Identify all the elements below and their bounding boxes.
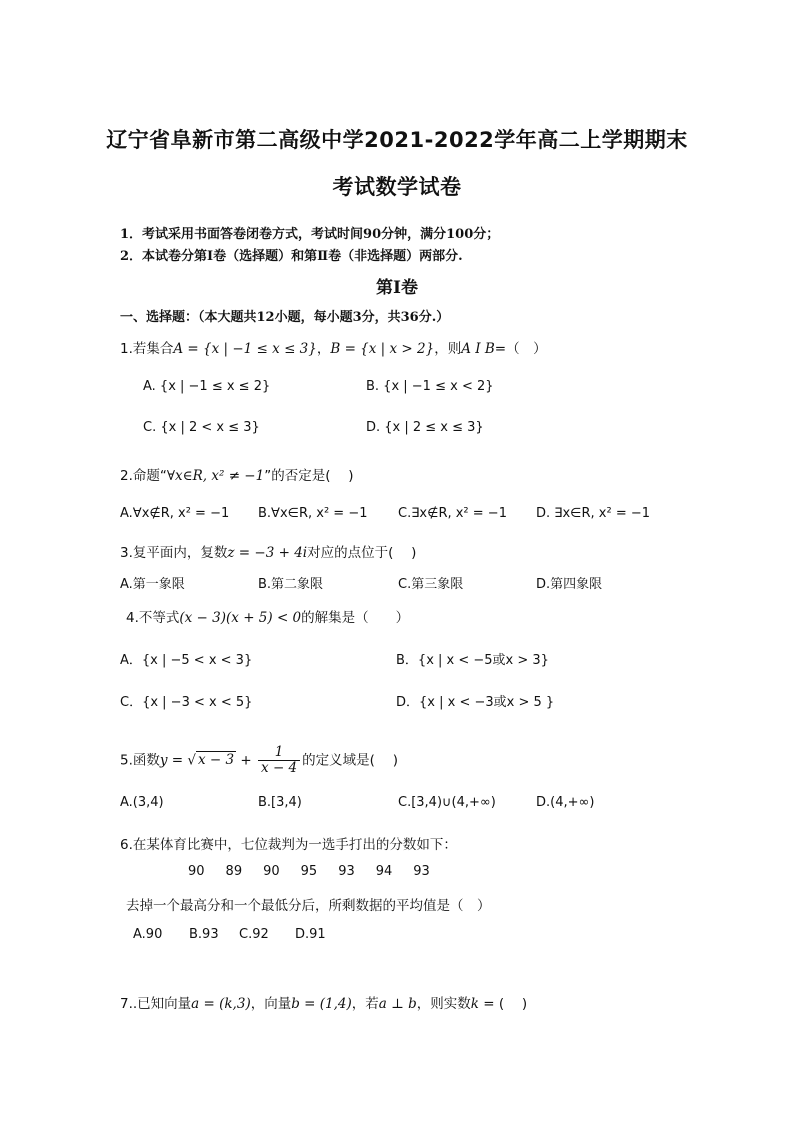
q6-option-b: B.93 [189,927,219,942]
q1-option-c: C. {x | 2 < x ≤ 3} [143,420,260,435]
q1-set-a: A = {x | −1 ≤ x ≤ 3} [173,341,317,357]
instruction-1: 1．考试采用书面答卷闭卷方式，考试时间90分钟，满分100分； [120,227,500,242]
q3-expr: z = −3 + 4i [227,545,308,561]
q3-option-a: A.第一象限 [120,577,185,592]
q5-prefix: 5.函数 [120,752,160,769]
q7-ask: ，则实数 [416,996,471,1012]
q3-option-c: C.第三象限 [398,577,464,592]
q5-option-b: B.[3,4) [258,795,302,810]
q2-option-b: B.∀x∈R, x² = −1 [258,506,368,521]
q3-tail: 对应的点位于( ) [307,545,417,561]
q3-prefix: 3.复平面内，复数 [120,545,228,561]
q1-prefix: 1.若集合 [120,341,174,357]
q6-option-d: D.91 [295,927,326,942]
q5-option-a: A.(3,4) [120,795,164,810]
q5-tail: 的定义域是( ) [302,752,398,769]
question-5 [120,745,398,776]
q2-tail: ”的否定是( ) [264,468,354,484]
q4-expr: (x − 3)(x + 5) < 0 [179,610,302,626]
q2-option-a: A.∀x∉R, x² = −1 [120,506,230,521]
q4-option-a: A．{x | −5 < x < 3} [120,653,253,668]
q1-set-b: B = {x | x > 2} [330,341,435,357]
q7-mid: ，向量 [250,996,292,1012]
q4-tail: 的解集是（ ） [301,610,410,626]
score: 89 [225,864,243,879]
exam-title-line-1: 辽宁省阜新市第二高级中学2021-2022学年高二上学期期末 [106,128,688,152]
score: 95 [300,864,318,879]
section-heading: 一、选择题：（本大题共12小题，每小题3分，共36分.） [120,310,450,325]
q1-option-b: B. {x | −1 ≤ x < 2} [366,379,494,394]
exam-title-line-2: 考试数学试卷 [332,175,462,199]
q5-plus: + [236,752,257,769]
volume-heading: 第Ⅰ卷 [376,278,418,298]
q1-option-a: A. {x | −1 ≤ x ≤ 2} [143,379,271,394]
score: 94 [375,864,393,879]
score: 90 [263,864,280,879]
score: 93 [338,864,355,879]
q5-y: y = [159,752,188,769]
q6-option-a: A.90 [133,927,163,942]
q1-tail: =（ ） [494,341,547,357]
question-1 [120,337,547,357]
q5-fraction [258,745,300,776]
q5-radicand: x − 3 [198,752,235,769]
q6-scores [188,864,451,879]
q1-expr: A I B [461,341,495,357]
q2-option-d: D. ∃x∈R, x² = −1 [536,506,651,521]
q1-ask: ，则 [434,341,462,357]
q4-option-d: D．{x | x < −3或x > 5 } [396,695,555,710]
q4-prefix: 4.不等式 [126,610,180,626]
question-3 [120,541,416,561]
q7-prefix: 7..已知向量 [120,996,192,1012]
q5-denominator: x − 4 [261,759,298,776]
q7-k: k [470,996,479,1012]
q5-numerator: 1 [258,745,300,761]
q1-option-d: D. {x | 2 ≤ x ≤ 3} [366,420,484,435]
q2-expr: ∀x∈R, x² ≠ −1 [166,468,265,484]
q7-vector-a: a = (k,3) [191,996,251,1012]
q7-vector-b: b = (1,4) [291,996,352,1012]
score: 93 [413,864,430,879]
q5-option-c: C.[3,4)∪(4,+∞) [398,795,496,810]
q7-cond-pre: ，若 [351,996,379,1012]
question-6: 6.在某体育比赛中，七位裁判为一选手打出的分数如下： [120,837,457,853]
q5-option-d: D.(4,+∞) [536,795,595,810]
q6-option-c: C.92 [239,927,269,942]
q3-option-d: D.第四象限 [536,577,603,592]
q3-option-b: B.第二象限 [258,577,324,592]
q1-sep: ， [316,341,331,357]
sqrt-sign-icon: √ [187,752,197,769]
question-4 [126,606,409,626]
q6-ask: 去掉一个最高分和一个最低分后，所剩数据的平均值是（ ） [126,898,491,914]
q7-tail: = ( ) [478,996,528,1012]
instruction-2: 2．本试卷分第Ⅰ卷（选择题）和第Ⅱ卷（非选择题）两部分. [120,249,463,264]
score: 90 [188,864,205,879]
q7-condition: a ⊥ b [378,996,417,1012]
q4-option-c: C．{x | −3 < x < 5} [120,695,253,710]
q2-option-c: C.∃x∉R, x² = −1 [398,506,507,521]
q2-prefix: 2.命题“ [120,468,167,484]
question-2 [120,464,354,484]
question-7 [120,992,527,1012]
q4-option-b: B．{x | x < −5或x > 3} [396,653,549,668]
